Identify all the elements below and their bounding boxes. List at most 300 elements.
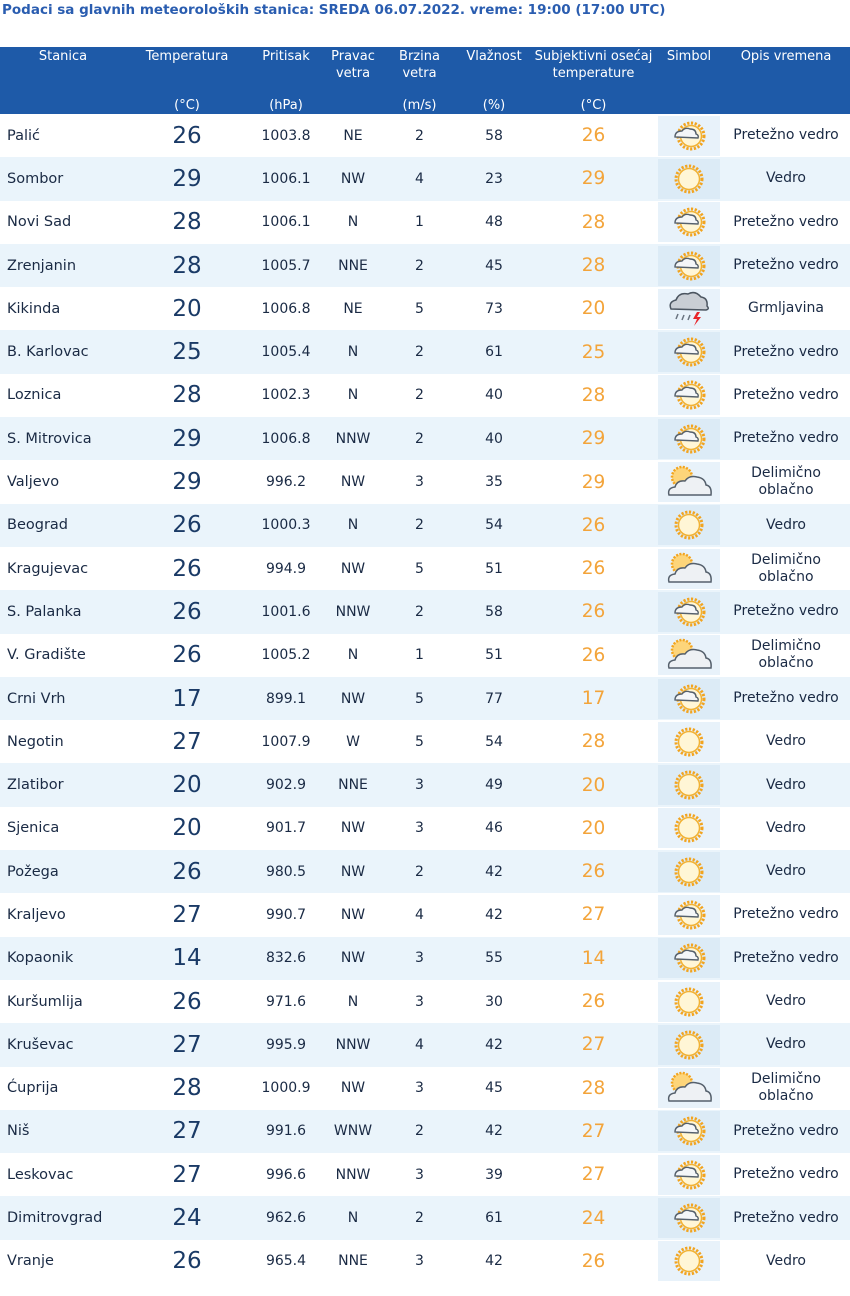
wind-speed-value: 4 [382,157,457,200]
col-unit: (°C) [174,98,200,113]
table-row [0,1023,850,1066]
table-row [0,1067,850,1110]
col-label: Vlažnost [466,49,522,64]
station-name: Dimitrovgrad [0,1196,126,1239]
weather-description: Vedro [722,807,850,850]
col-label: Simbol [666,49,712,64]
pressure-value: 1007.9 [248,720,324,763]
wind-speed-value: 2 [382,114,457,157]
col-header-temperature [126,47,248,114]
humidity-value: 73 [457,287,531,330]
weather-description: Pretežno vedro [722,244,850,287]
sun-icon [672,1028,706,1062]
weather-description: Pretežno vedro [722,1196,850,1239]
sun-icon [672,855,706,889]
pressure-value: 996.6 [248,1153,324,1196]
feels-like-value: 26 [531,114,656,157]
feels-like-value: 26 [531,504,656,547]
weather-symbol-box [658,722,720,762]
col-label: Temperatura [145,49,229,64]
mostly-sunny-icon [671,422,707,456]
feels-like-value: 26 [531,1240,656,1283]
weather-description: Pretežno vedro [722,1110,850,1153]
weather-symbol-box [658,505,720,545]
station-name: Kuršumlija [0,980,126,1023]
weather-symbol-box [658,1025,720,1065]
wind-speed-value: 3 [382,937,457,980]
pressure-value: 1006.1 [248,201,324,244]
weather-symbol-cell [656,201,722,244]
wind-speed-value: 3 [382,980,457,1023]
humidity-value: 45 [457,1067,531,1110]
station-name: Vranje [0,1240,126,1283]
pressure-value: 899.1 [248,677,324,720]
temperature-value: 26 [126,1240,248,1283]
col-label: Opis vremena [740,49,832,64]
weather-symbol-cell [656,1240,722,1283]
weather-symbol-box [658,549,720,589]
wind-speed-value: 2 [382,850,457,893]
humidity-value: 42 [457,1240,531,1283]
temperature-value: 20 [126,763,248,806]
weather-description: Vedro [722,763,850,806]
humidity-value: 61 [457,1196,531,1239]
pressure-value: 1006.8 [248,417,324,460]
temperature-value: 26 [126,114,248,157]
station-name: Sombor [0,157,126,200]
temperature-value: 14 [126,937,248,980]
weather-symbol-cell [656,590,722,633]
pressure-value: 990.7 [248,893,324,936]
wind-direction-value: NW [324,677,382,720]
thunderstorm-icon [666,290,712,328]
col-unit: (hPa) [269,98,303,113]
pressure-value: 1002.3 [248,374,324,417]
feels-like-value: 25 [531,330,656,373]
feels-like-value: 29 [531,417,656,460]
humidity-value: 51 [457,547,531,590]
feels-like-value: 26 [531,590,656,633]
pressure-value: 991.6 [248,1110,324,1153]
weather-symbol-box [658,852,720,892]
humidity-value: 51 [457,634,531,677]
weather-description: Vedro [722,850,850,893]
weather-description: Pretežno vedro [722,417,850,460]
col-header-feels-like [531,47,656,114]
wind-speed-value: 4 [382,893,457,936]
sun-icon [672,985,706,1019]
weather-symbol-box [658,1241,720,1281]
weather-symbol-box [658,462,720,502]
table-row [0,1110,850,1153]
temperature-value: 29 [126,157,248,200]
col-unit: (%) [482,98,506,113]
pressure-value: 1005.2 [248,634,324,677]
weather-symbol-cell [656,1023,722,1066]
wind-direction-value: N [324,980,382,1023]
station-name: V. Gradište [0,634,126,677]
wind-speed-value: 5 [382,547,457,590]
mostly-sunny-icon [671,595,707,629]
temperature-value: 29 [126,417,248,460]
feels-like-value: 20 [531,763,656,806]
mostly-sunny-icon [671,1158,707,1192]
page-heading: Podaci sa glavnih meteoroloških stanica: SREDA 06.07.2022. vreme: 19:00 (17:00 UTC) [2,2,666,18]
table-row [0,763,850,806]
humidity-value: 54 [457,720,531,763]
table-row [0,1153,850,1196]
wind-speed-value: 2 [382,1196,457,1239]
temperature-value: 27 [126,1110,248,1153]
sun-icon [672,811,706,845]
col-label: Brzina vetra [399,49,440,81]
station-name: Zrenjanin [0,244,126,287]
mostly-sunny-icon [671,941,707,975]
col-label: Pritisak [262,49,310,64]
weather-symbol-cell [656,417,722,460]
table-row [0,850,850,893]
station-name: B. Karlovac [0,330,126,373]
pressure-value: 994.9 [248,547,324,590]
wind-speed-value: 3 [382,763,457,806]
weather-symbol-cell [656,893,722,936]
partly-cloudy-icon [665,464,713,500]
weather-symbol-box [658,1111,720,1151]
weather-symbol-cell [656,330,722,373]
temperature-value: 26 [126,590,248,633]
temperature-value: 27 [126,893,248,936]
wind-direction-value: NW [324,157,382,200]
wind-speed-value: 5 [382,677,457,720]
mostly-sunny-icon [671,249,707,283]
weather-symbol-cell [656,980,722,1023]
station-name: S. Palanka [0,590,126,633]
wind-speed-value: 4 [382,1023,457,1066]
weather-symbol-box [658,982,720,1022]
wind-direction-value: NW [324,460,382,503]
temperature-value: 26 [126,504,248,547]
station-name: Zlatibor [0,763,126,806]
wind-speed-value: 3 [382,1067,457,1110]
table-row [0,634,850,677]
pressure-value: 996.2 [248,460,324,503]
weather-description: Vedro [722,980,850,1023]
station-name: Ćuprija [0,1067,126,1110]
temperature-value: 27 [126,1153,248,1196]
temperature-value: 27 [126,720,248,763]
mostly-sunny-icon [671,335,707,369]
pressure-value: 971.6 [248,980,324,1023]
weather-description: Vedro [722,157,850,200]
feels-like-value: 24 [531,1196,656,1239]
temperature-value: 26 [126,980,248,1023]
wind-direction-value: N [324,330,382,373]
humidity-value: 35 [457,460,531,503]
wind-direction-value: NNE [324,763,382,806]
table-row [0,287,850,330]
temperature-value: 26 [126,547,248,590]
weather-description: Vedro [722,504,850,547]
feels-like-value: 28 [531,720,656,763]
pressure-value: 965.4 [248,1240,324,1283]
mostly-sunny-icon [671,119,707,153]
pressure-value: 980.5 [248,850,324,893]
feels-like-value: 20 [531,807,656,850]
feels-like-value: 28 [531,201,656,244]
table-row [0,937,850,980]
weather-symbol-box [658,938,720,978]
table-row [0,201,850,244]
weather-stations-table [0,47,850,1283]
humidity-value: 61 [457,330,531,373]
col-unit: (°C) [580,98,607,113]
table-row [0,1240,850,1283]
feels-like-value: 20 [531,287,656,330]
wind-speed-value: 3 [382,460,457,503]
wind-speed-value: 2 [382,374,457,417]
weather-symbol-cell [656,547,722,590]
table-row [0,504,850,547]
wind-speed-value: 2 [382,504,457,547]
weather-description: Pretežno vedro [722,1153,850,1196]
wind-direction-value: NNW [324,590,382,633]
station-name: Leskovac [0,1153,126,1196]
weather-description: Grmljavina [722,287,850,330]
sun-icon [672,1244,706,1278]
feels-like-value: 28 [531,244,656,287]
mostly-sunny-icon [671,1114,707,1148]
weather-symbol-box [658,116,720,156]
station-name: Crni Vrh [0,677,126,720]
wind-speed-value: 1 [382,634,457,677]
weather-symbol-cell [656,504,722,547]
feels-like-value: 28 [531,1067,656,1110]
table-row [0,807,850,850]
pressure-value: 1006.8 [248,287,324,330]
table-row [0,244,850,287]
humidity-value: 55 [457,937,531,980]
weather-symbol-box [658,895,720,935]
weather-description: Vedro [722,720,850,763]
weather-symbol-cell [656,807,722,850]
humidity-value: 58 [457,114,531,157]
wind-speed-value: 2 [382,244,457,287]
humidity-value: 23 [457,157,531,200]
station-name: Kruševac [0,1023,126,1066]
mostly-sunny-icon [671,378,707,412]
weather-symbol-box [658,246,720,286]
wind-direction-value: NW [324,807,382,850]
weather-description: Pretežno vedro [722,374,850,417]
weather-symbol-cell [656,1110,722,1153]
station-name: Niš [0,1110,126,1153]
table-body [0,114,850,1283]
weather-symbol-cell [656,287,722,330]
station-name: Kragujevac [0,547,126,590]
wind-direction-value: NNE [324,244,382,287]
feels-like-value: 17 [531,677,656,720]
wind-speed-value: 3 [382,807,457,850]
sun-icon [672,768,706,802]
temperature-value: 28 [126,374,248,417]
wind-direction-value: NNW [324,1023,382,1066]
temperature-value: 17 [126,677,248,720]
weather-description: Pretežno vedro [722,590,850,633]
table-row [0,677,850,720]
pressure-value: 902.9 [248,763,324,806]
weather-symbol-cell [656,157,722,200]
station-name: Požega [0,850,126,893]
table-row [0,417,850,460]
mostly-sunny-icon [671,682,707,716]
sun-icon [672,725,706,759]
feels-like-value: 27 [531,1110,656,1153]
station-name: Kraljevo [0,893,126,936]
sun-icon [672,508,706,542]
pressure-value: 962.6 [248,1196,324,1239]
feels-like-value: 26 [531,850,656,893]
weather-symbol-cell [656,677,722,720]
col-label: Pravac vetra [331,49,375,81]
wind-direction-value: NE [324,287,382,330]
table-header [0,47,850,114]
col-label: Stanica [38,49,88,64]
col-header-description [722,47,850,114]
weather-description: Pretežno vedro [722,330,850,373]
temperature-value: 24 [126,1196,248,1239]
temperature-value: 27 [126,1023,248,1066]
partly-cloudy-icon [665,551,713,587]
feels-like-value: 26 [531,547,656,590]
wind-direction-value: NNW [324,1153,382,1196]
wind-direction-value: W [324,720,382,763]
station-name: Palić [0,114,126,157]
weather-description: Delimično oblačno [722,634,850,677]
humidity-value: 49 [457,763,531,806]
col-unit: (m/s) [402,98,437,113]
wind-speed-value: 2 [382,590,457,633]
humidity-value: 39 [457,1153,531,1196]
weather-symbol-cell [656,1067,722,1110]
weather-symbol-cell [656,720,722,763]
col-label: Subjektivni osećaj temperature [534,49,653,81]
feels-like-value: 14 [531,937,656,980]
table-row [0,590,850,633]
weather-description: Pretežno vedro [722,201,850,244]
col-header-pressure [248,47,324,114]
temperature-value: 25 [126,330,248,373]
table-row [0,460,850,503]
station-name: Beograd [0,504,126,547]
weather-description: Pretežno vedro [722,677,850,720]
mostly-sunny-icon [671,1201,707,1235]
weather-description: Delimično oblačno [722,1067,850,1110]
weather-symbol-box [658,159,720,199]
weather-symbol-cell [656,1153,722,1196]
weather-symbol-box [658,1068,720,1108]
feels-like-value: 29 [531,460,656,503]
pressure-value: 995.9 [248,1023,324,1066]
humidity-value: 30 [457,980,531,1023]
humidity-value: 58 [457,590,531,633]
weather-description: Vedro [722,1023,850,1066]
humidity-value: 40 [457,374,531,417]
humidity-value: 40 [457,417,531,460]
humidity-value: 77 [457,677,531,720]
humidity-value: 48 [457,201,531,244]
table-row [0,157,850,200]
table-row [0,114,850,157]
temperature-value: 28 [126,244,248,287]
humidity-value: 46 [457,807,531,850]
wind-speed-value: 5 [382,720,457,763]
weather-symbol-box [658,419,720,459]
weather-symbol-cell [656,114,722,157]
humidity-value: 42 [457,1110,531,1153]
station-name: S. Mitrovica [0,417,126,460]
weather-description: Pretežno vedro [722,893,850,936]
weather-description: Delimično oblačno [722,547,850,590]
humidity-value: 42 [457,1023,531,1066]
station-name: Loznica [0,374,126,417]
wind-direction-value: N [324,201,382,244]
station-name: Negotin [0,720,126,763]
station-name: Sjenica [0,807,126,850]
weather-symbol-box [658,289,720,329]
wind-direction-value: N [324,504,382,547]
pressure-value: 1000.3 [248,504,324,547]
pressure-value: 1005.7 [248,244,324,287]
humidity-value: 42 [457,893,531,936]
wind-direction-value: N [324,634,382,677]
weather-symbol-box [658,592,720,632]
pressure-value: 1000.9 [248,1067,324,1110]
partly-cloudy-icon [665,1070,713,1106]
pressure-value: 1001.6 [248,590,324,633]
weather-symbol-box [658,679,720,719]
wind-speed-value: 2 [382,417,457,460]
wind-direction-value: NW [324,850,382,893]
temperature-value: 28 [126,201,248,244]
wind-direction-value: NW [324,1067,382,1110]
table-row [0,893,850,936]
pressure-value: 901.7 [248,807,324,850]
sun-icon [672,162,706,196]
weather-symbol-box [658,1198,720,1238]
wind-direction-value: NNE [324,1240,382,1283]
wind-direction-value: N [324,374,382,417]
col-header-station [0,47,126,114]
feels-like-value: 26 [531,634,656,677]
station-name: Valjevo [0,460,126,503]
col-header-humidity [457,47,531,114]
wind-direction-value: WNW [324,1110,382,1153]
wind-direction-value: NW [324,893,382,936]
wind-speed-value: 2 [382,330,457,373]
weather-symbol-cell [656,1196,722,1239]
feels-like-value: 26 [531,980,656,1023]
weather-symbol-box [658,808,720,848]
weather-description: Delimično oblačno [722,460,850,503]
weather-symbol-cell [656,763,722,806]
pressure-value: 1003.8 [248,114,324,157]
weather-symbol-box [658,375,720,415]
mostly-sunny-icon [671,205,707,239]
table-row [0,330,850,373]
wind-speed-value: 2 [382,1110,457,1153]
wind-direction-value: N [324,1196,382,1239]
wind-speed-value: 3 [382,1240,457,1283]
